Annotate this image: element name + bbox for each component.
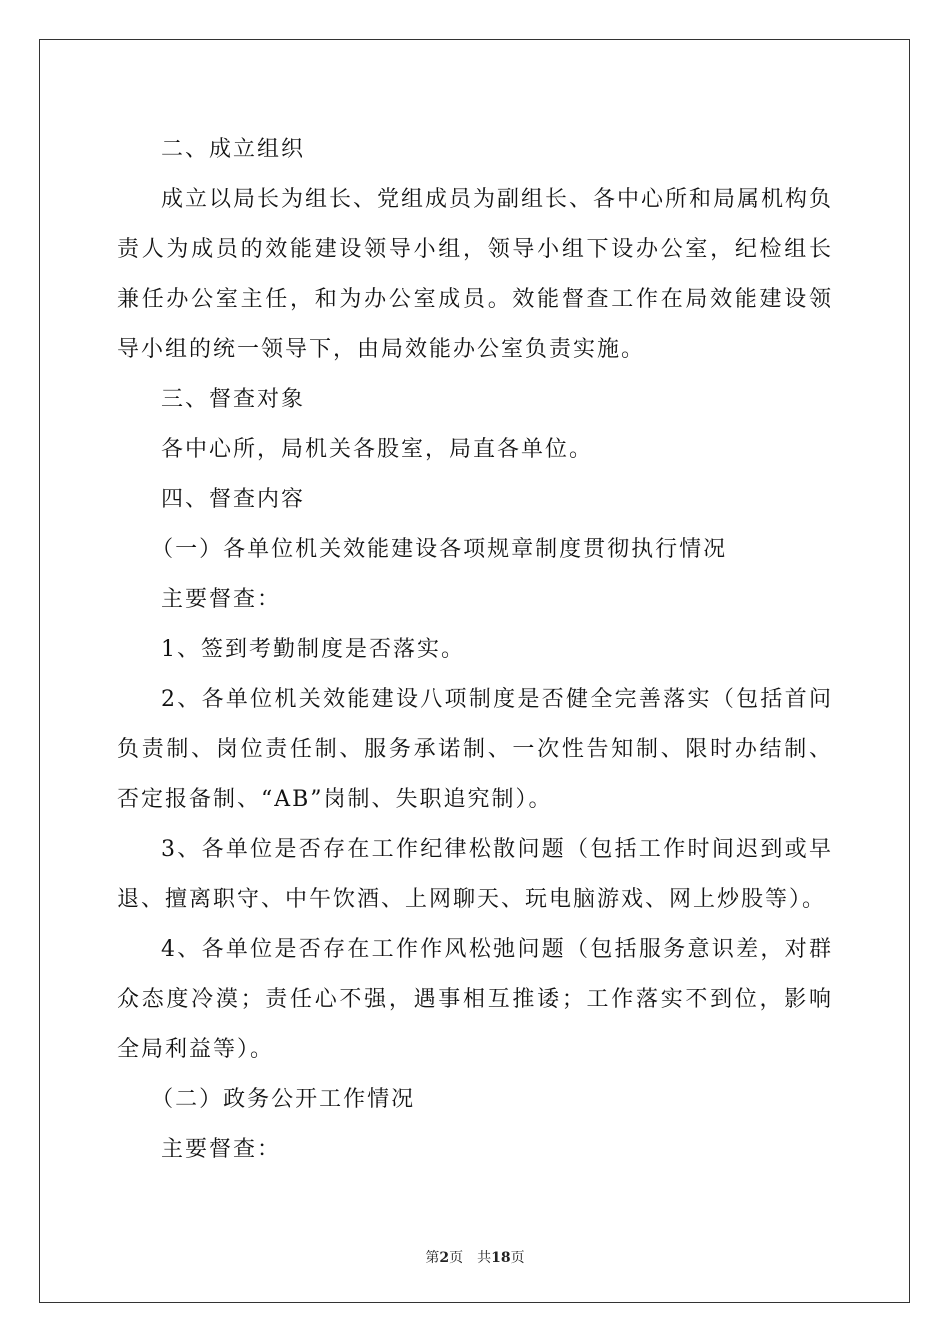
paragraph-organization: 成立以局长为组长、党组成员为副组长、各中心所和局属机构负责人为成员的效能建设领导小组，领导小组下设办公室，纪检组长兼任办公室主任，和为办公室成员。效能督查工作在局效能建设领导小组的统一领导下，由局效能办公室负责实施。 <box>117 187 834 362</box>
list-item-3: 3、各单位是否存在工作纪律松散问题（包括工作时间迟到或早退、擅离职守、中午饮酒、上网聊天、玩电脑游戏、网上炒股等）。 <box>117 837 833 912</box>
list-item-2: 2、各单位机关效能建设八项制度是否健全完善落实（包括首问负责制、岗位责任制、服务承诺制、一次性告知制、限时办结制、否定报备制、“AB”岗制、失职追究制）。 <box>117 687 833 812</box>
paragraph-main-inspection-1: 主要督查： <box>161 587 282 612</box>
footer-page-suffix: 页 <box>449 1250 464 1266</box>
subsection-heading-government-affairs: （二）政务公开工作情况 <box>151 1087 416 1112</box>
paragraph-targets: 各中心所，局机关各股室，局直各单位。 <box>161 437 594 462</box>
section-heading-content: 四、督查内容 <box>161 487 306 512</box>
footer-page-prefix: 第 <box>425 1250 440 1266</box>
list-item-4: 4、各单位是否存在工作作风松弛问题（包括服务意识差，对群众态度冷漠；责任心不强，遇事相互推诿；工作落实不到位，影响全局利益等）。 <box>117 937 833 1062</box>
document-body <box>117 125 833 1175</box>
footer-total-pages: 18 <box>491 1250 511 1266</box>
footer-total-prefix: 共 <box>477 1250 492 1266</box>
footer-total-suffix: 页 <box>510 1250 525 1266</box>
footer-page-number: 2 <box>439 1250 450 1266</box>
list-item-1: 1、签到考勤制度是否落实。 <box>161 637 465 662</box>
section-heading-targets: 三、督查对象 <box>161 387 306 412</box>
page-footer <box>0 1249 950 1267</box>
paragraph-main-inspection-2: 主要督查： <box>161 1137 282 1162</box>
section-heading-organization: 二、成立组织 <box>161 137 306 162</box>
subsection-heading-regulations: （一）各单位机关效能建设各项规章制度贯彻执行情况 <box>151 537 728 562</box>
